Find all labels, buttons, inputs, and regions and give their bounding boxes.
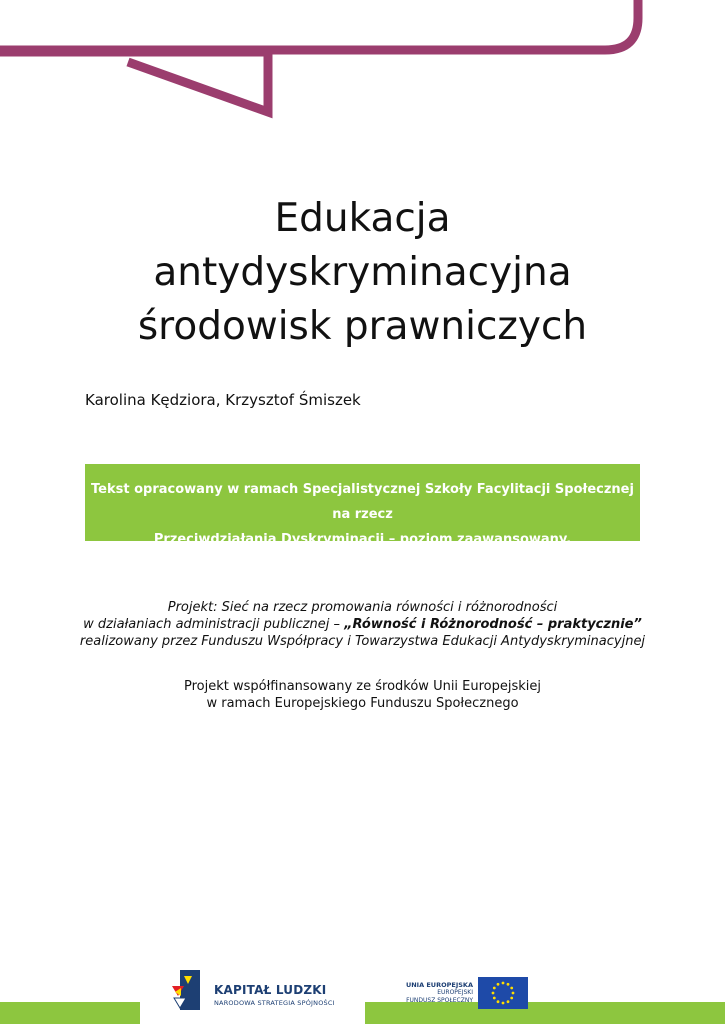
- project-line-3: realizowany przez Funduszu Współpracy i Towarzystwa Edukacji Antydyskryminacyjnej: [79, 634, 646, 649]
- funding-line-2: w ramach Europejskiego Funduszu Społecznego: [206, 696, 519, 711]
- authors: Karolina Kędziora, Krzysztof Śmiszek: [85, 391, 361, 409]
- info-banner: [85, 464, 640, 547]
- eu-label-line-3: FUNDUSZ SPOŁECZNY: [406, 997, 473, 1004]
- kapital-ludzki-title: KAPITAŁ LUDZKI: [214, 983, 327, 997]
- funding-line-1: Projekt współfinansowany ze środków Unii Europejskiej: [183, 679, 542, 694]
- project-line-1: Projekt: Sieć na rzecz promowania równości i różnorodności: [167, 600, 558, 615]
- title-line-2: antydyskryminacyjna: [153, 250, 572, 295]
- project-description: [0, 599, 725, 650]
- funding-note: [0, 678, 725, 712]
- project-line-2: [0, 616, 725, 633]
- title-line-1: Edukacja: [274, 196, 451, 241]
- eu-label-line-2: EUROPEJSKI: [437, 989, 473, 996]
- document-title: [0, 192, 725, 354]
- kapital-ludzki-subtitle: NARODOWA STRATEGIA SPÓJNOŚCI: [214, 999, 335, 1007]
- footer-bar-right: [365, 1002, 725, 1024]
- kapital-ludzki-logo-icon: [170, 968, 208, 1012]
- speech-bubble-line: [0, 0, 725, 130]
- title-line-3: środowisk prawniczych: [137, 304, 588, 349]
- footer-bar-left: [0, 1002, 140, 1024]
- eu-flag-icon: [478, 977, 528, 1009]
- eu-fund-label: [395, 981, 473, 1005]
- project-line-2-prefix: w działaniach administracji publicznej –: [83, 617, 345, 632]
- eu-label-line-1: UNIA EUROPEJSKA: [405, 981, 473, 989]
- info-banner-line-2: Przeciwdziałania Dyskryminacji – poziom zaawansowany.: [153, 532, 572, 547]
- project-name: „Równość i Różnorodność – praktycznie”: [344, 617, 642, 632]
- info-banner-line-1: Tekst opracowany w ramach Specjalistycznej Szkoły Facylitacji Społecznej na rzecz: [91, 482, 634, 522]
